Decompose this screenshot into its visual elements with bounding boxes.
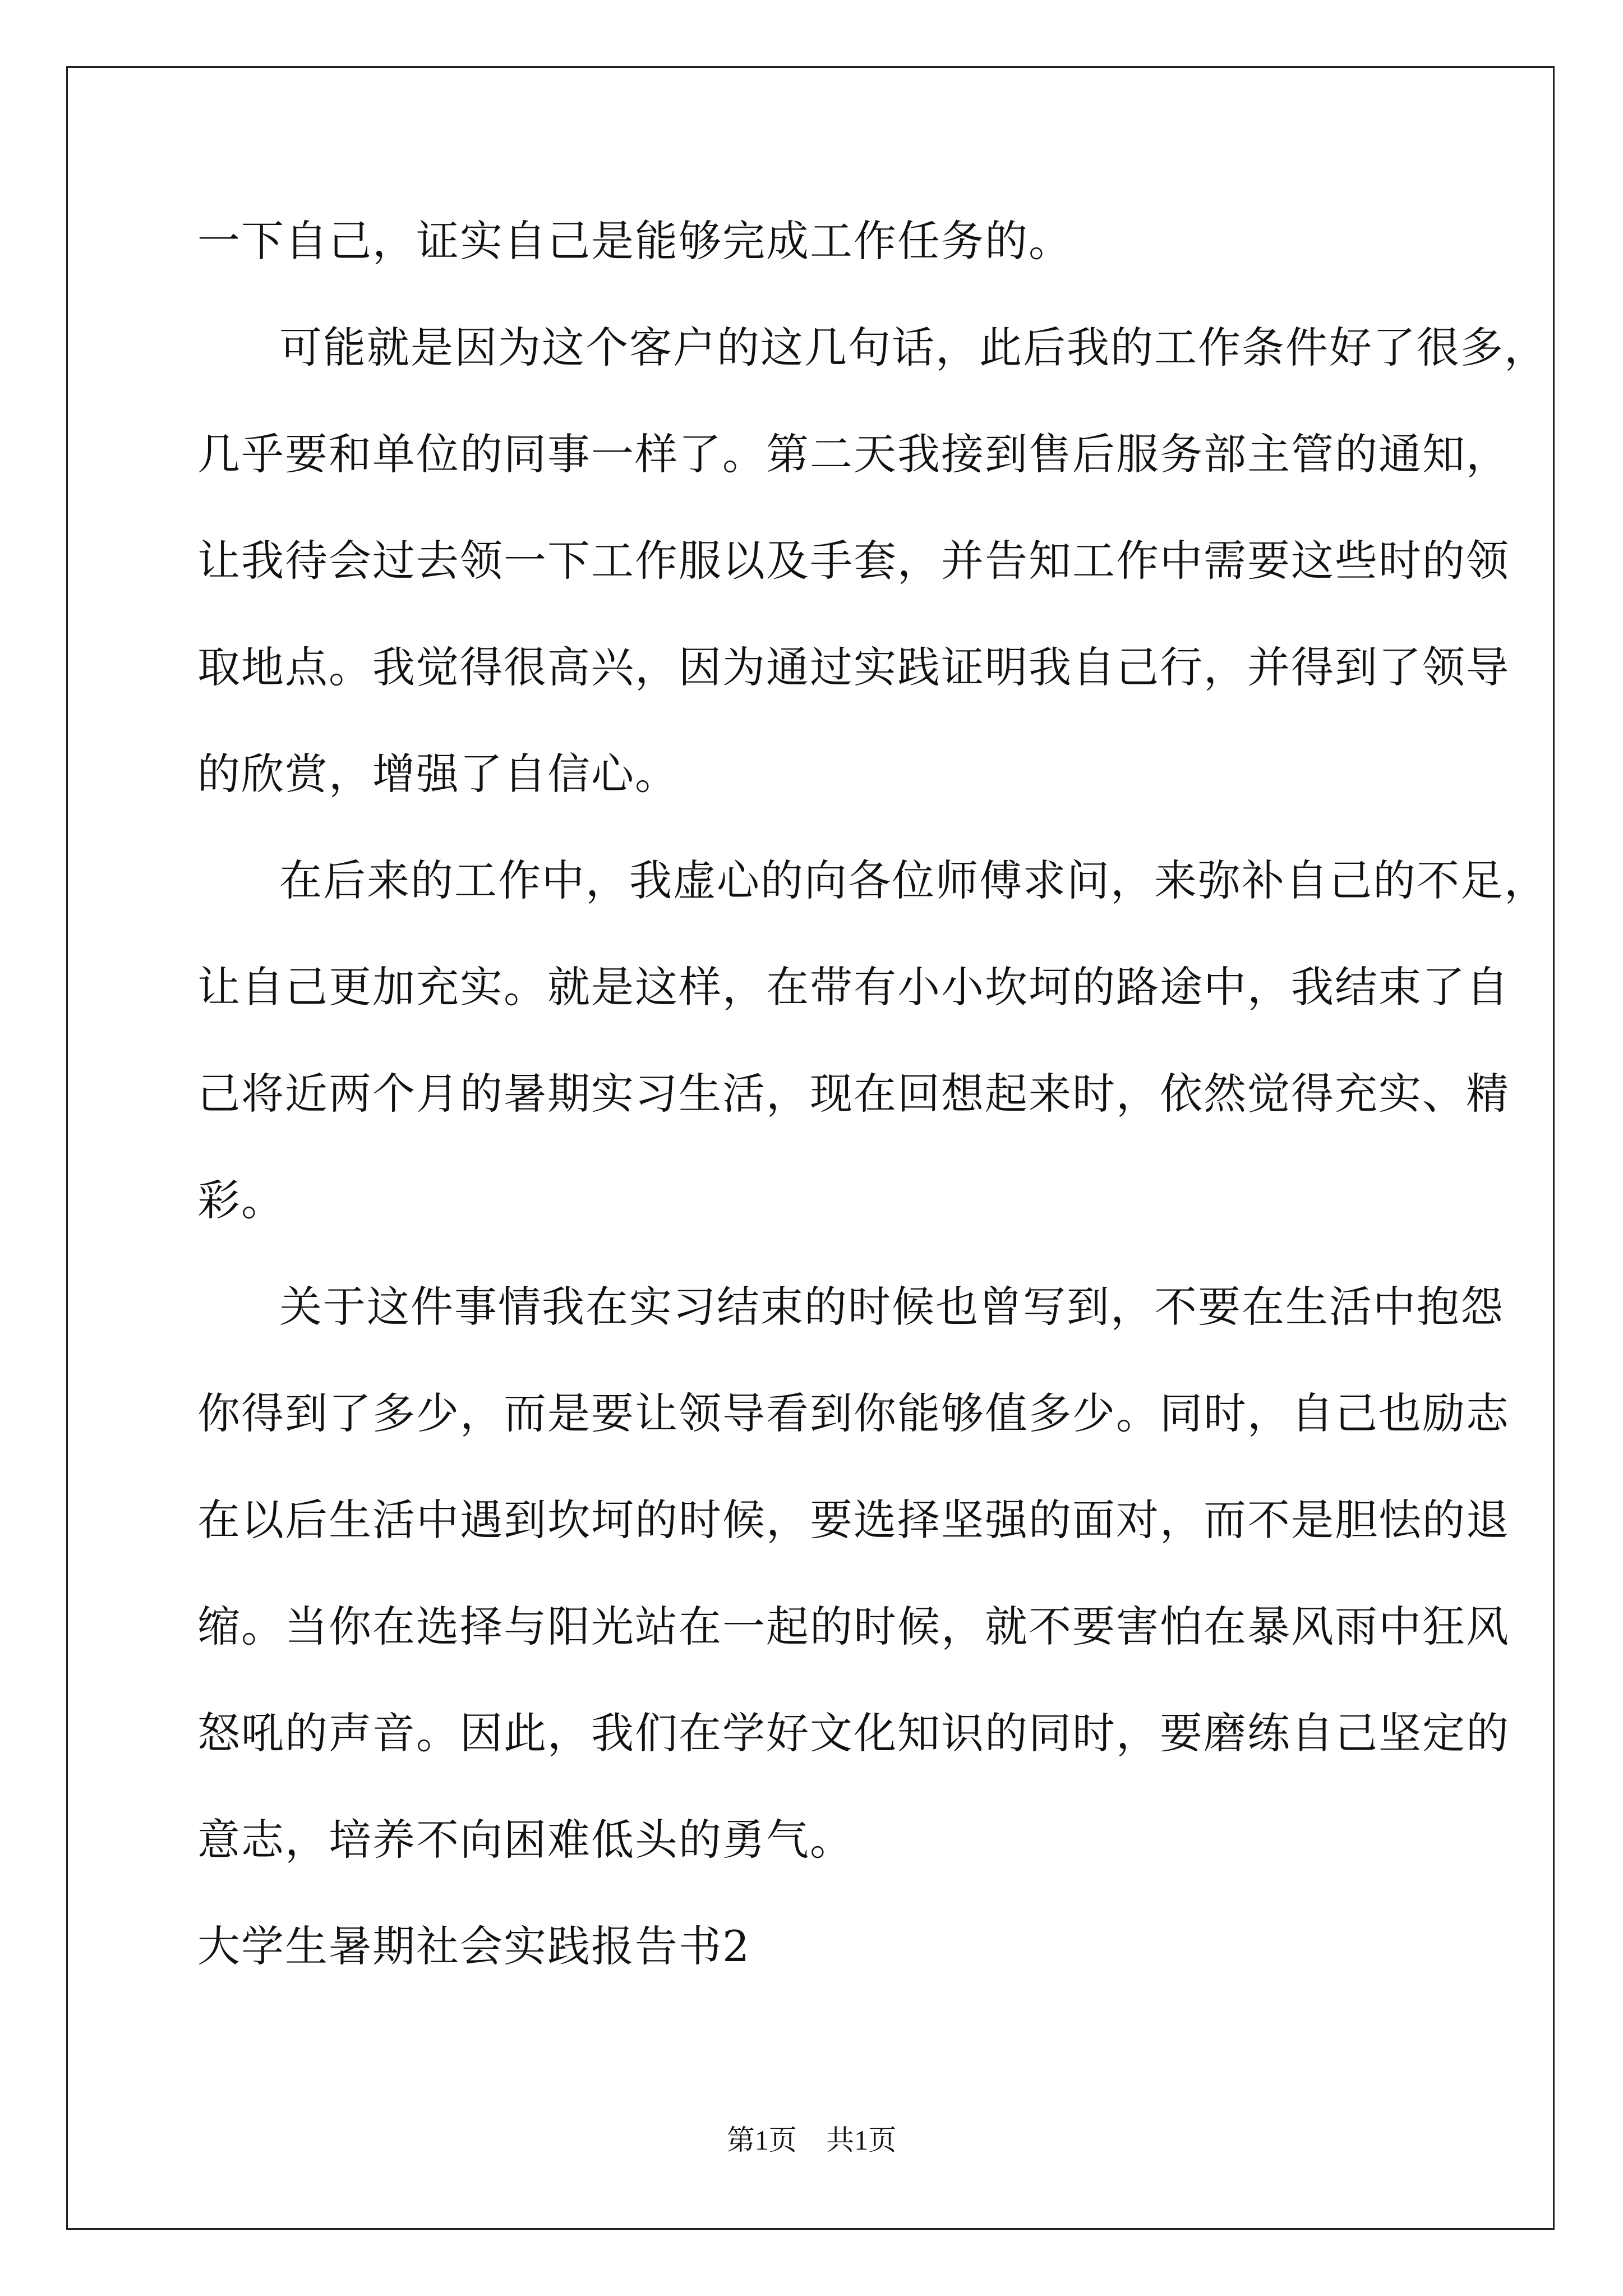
text-line: 让我待会过去领一下工作服以及手套，并告知工作中需要这些时的领 <box>197 536 1510 586</box>
paragraph-start-line: 关于这件事情我在实习结束的时候也曾写到，不要在生活中抱怨 <box>279 1282 1504 1332</box>
page-total: 共1页 <box>826 2124 897 2156</box>
text-line: 缩。当你在选择与阳光站在一起的时候，就不要害怕在暴风雨中狂风 <box>197 1602 1510 1651</box>
text-line: 几乎要和单位的同事一样了。第二天我接到售后服务部主管的通知， <box>197 429 1510 479</box>
page-border <box>66 66 1555 2230</box>
paragraph-start-line: 在后来的工作中，我虚心的向各位师傅求问，来弥补自己的不足， <box>279 855 1548 905</box>
text-line: 彩。 <box>197 1175 285 1225</box>
section-heading: 大学生暑期社会实践报告书2 <box>197 1921 751 1971</box>
paragraph-start-line: 可能就是因为这个客户的这几句话，此后我的工作条件好了很多， <box>279 323 1548 372</box>
text-line: 己将近两个月的暑期实习生活，现在回想起来时，依然觉得充实、精 <box>197 1069 1510 1119</box>
text-line: 取地点。我觉得很高兴，因为通过实践证明我自己行，并得到了领导 <box>197 642 1510 692</box>
text-line: 一下自己，证实自己是能够完成工作任务的。 <box>197 216 1072 266</box>
text-line: 怒吼的声音。因此，我们在学好文化知识的同时，要磨练自己坚定的 <box>197 1708 1510 1758</box>
text-line: 让自己更加充实。就是这样，在带有小小坎坷的路途中，我结束了自 <box>197 962 1510 1012</box>
text-line: 的欣赏，增强了自信心。 <box>197 749 679 799</box>
page-number: 第1页 <box>726 2124 797 2156</box>
page-footer <box>0 2120 1623 2160</box>
text-line: 在以后生活中遇到坎坷的时候，要选择坚强的面对，而不是胆怯的退 <box>197 1495 1510 1545</box>
text-line: 意志，培养不向困难低头的勇气。 <box>197 1815 854 1865</box>
text-line: 你得到了多少，而是要让领导看到你能够值多少。同时，自己也励志 <box>197 1388 1510 1438</box>
